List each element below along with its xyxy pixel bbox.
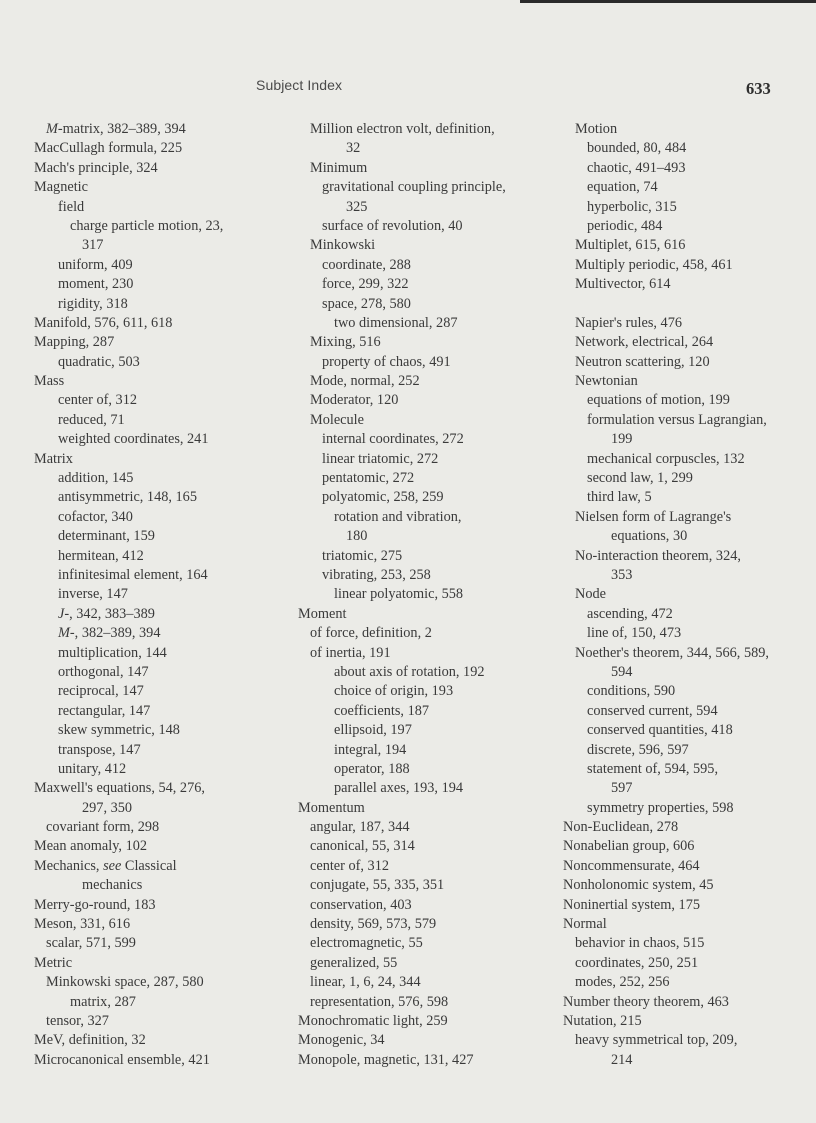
- index-entry: Node: [575, 586, 606, 603]
- index-entry: uniform, 409: [58, 256, 133, 273]
- index-entry: pentatomic, 272: [322, 470, 415, 487]
- index-entry: unitary, 412: [58, 760, 127, 777]
- index-entry: operator, 188: [334, 760, 410, 777]
- index-entry: conserved quantities, 418: [587, 722, 733, 739]
- index-entry: antisymmetric, 148, 165: [58, 489, 197, 506]
- index-entry: space, 278, 580: [322, 295, 411, 312]
- index-entry: Monogenic, 34: [298, 1032, 385, 1049]
- index-entry: 597: [611, 780, 633, 797]
- index-entry: Multiplet, 615, 616: [575, 237, 686, 254]
- index-entry: Network, electrical, 264: [575, 334, 714, 351]
- index-entry: heavy symmetrical top, 209,: [575, 1032, 738, 1049]
- index-entry: inverse, 147: [58, 586, 128, 603]
- index-entry: Manifold, 576, 611, 618: [34, 314, 173, 331]
- index-entry: Meson, 331, 616: [34, 916, 131, 933]
- index-entry: moment, 230: [58, 276, 134, 293]
- index-entry: quadratic, 503: [58, 353, 140, 370]
- index-entry: second law, 1, 299: [587, 470, 693, 487]
- index-entry: Monochromatic light, 259: [298, 1012, 448, 1029]
- index-entry: formulation versus Lagrangian,: [587, 411, 767, 428]
- index-entry: linear triatomic, 272: [322, 450, 439, 467]
- index-entry: reciprocal, 147: [58, 683, 144, 700]
- index-entry: ascending, 472: [587, 605, 673, 622]
- index-entry: Monopole, magnetic, 131, 427: [298, 1051, 474, 1068]
- index-entry: equations of motion, 199: [587, 392, 730, 409]
- index-entry: Merry-go-round, 183: [34, 896, 156, 913]
- index-entry: equation, 74: [587, 179, 658, 196]
- index-entry: hyperbolic, 315: [587, 198, 677, 215]
- top-rule: [520, 0, 816, 3]
- index-entry: skew symmetric, 148: [58, 722, 180, 739]
- index-entry: No-interaction theorem, 324,: [575, 547, 741, 564]
- index-entry: MeV, definition, 32: [34, 1032, 146, 1049]
- index-entry: matrix, 287: [70, 993, 136, 1010]
- index-entry: Molecule: [310, 411, 364, 428]
- index-entry: conjugate, 55, 335, 351: [310, 877, 445, 894]
- index-entry: Nielsen form of Lagrange's: [575, 508, 732, 525]
- index-entry: gravitational coupling principle,: [322, 179, 506, 196]
- index-entry: Noether's theorem, 344, 566, 589,: [575, 644, 769, 661]
- index-entry: 297, 350: [82, 799, 133, 816]
- index-entry: 325: [346, 198, 368, 215]
- index-entry: 594: [611, 663, 633, 680]
- index-entry: Minimum: [310, 159, 368, 176]
- index-entry: Nonholonomic system, 45: [563, 877, 714, 894]
- index-entry: mechanical corpuscles, 132: [587, 450, 745, 467]
- index-entry: modes, 252, 256: [575, 974, 670, 991]
- index-entry: conditions, 590: [587, 683, 676, 700]
- index-entry: Motion: [575, 121, 618, 137]
- index-entry: charge particle motion, 23,: [70, 217, 224, 234]
- index-entry: Nonabelian group, 606: [563, 838, 695, 855]
- index-entry: 353: [611, 566, 633, 583]
- index-entry: rectangular, 147: [58, 702, 151, 719]
- index-entry: Mass: [34, 373, 65, 390]
- index-entry: equations, 30: [611, 528, 688, 545]
- index-entry: Multivector, 614: [575, 276, 671, 293]
- index-entry: Mode, normal, 252: [310, 373, 420, 390]
- index-entry: polyatomic, 258, 259: [322, 489, 444, 506]
- index-entry: Matrix: [34, 450, 73, 467]
- index-entry: of force, definition, 2: [310, 625, 432, 642]
- index-entry: infinitesimal element, 164: [58, 566, 208, 583]
- index-entry: conserved current, 594: [587, 702, 718, 719]
- index-entry: center of, 312: [310, 857, 389, 874]
- index-entry: Neutron scattering, 120: [575, 353, 710, 370]
- index-entry: triatomic, 275: [322, 547, 403, 564]
- index-entry: Mechanics, see Classical: [34, 857, 177, 874]
- index-entry: chaotic, 491–493: [587, 159, 686, 176]
- index-entry: 180: [346, 528, 368, 545]
- index-entry: Minkowski space, 287, 580: [46, 974, 204, 991]
- index-entry: periodic, 484: [587, 217, 663, 234]
- index-entry: Newtonian: [575, 373, 638, 390]
- index-entry: Mixing, 516: [310, 334, 381, 351]
- index-entry: 214: [611, 1051, 633, 1068]
- index-entry: coefficients, 187: [334, 702, 430, 719]
- index-entry: 317: [82, 237, 104, 254]
- index-column-2: [298, 120, 553, 1070]
- index-entry: Multiply periodic, 458, 461: [575, 256, 733, 273]
- index-entry: MacCullagh formula, 225: [34, 140, 183, 157]
- index-entry: linear, 1, 6, 24, 344: [310, 974, 421, 991]
- index-entry: Metric: [34, 954, 73, 971]
- index-entry: mechanics: [82, 877, 143, 894]
- index-entry: statement of, 594, 595,: [587, 760, 719, 777]
- running-head: Subject Index: [256, 77, 343, 93]
- index-entry: surface of revolution, 40: [322, 217, 463, 234]
- index-entry: ellipsoid, 197: [334, 722, 412, 739]
- index-entry: canonical, 55, 314: [310, 838, 415, 855]
- index-entry: J-, 342, 383–389: [58, 605, 155, 622]
- index-entry: property of chaos, 491: [322, 353, 451, 370]
- index-entry: M-, 382–389, 394: [58, 625, 161, 642]
- page-number: 633: [746, 79, 771, 98]
- index-entry: Minkowski: [310, 237, 376, 254]
- index-entry: parallel axes, 193, 194: [334, 780, 464, 797]
- index-entry: Noncommensurate, 464: [563, 857, 700, 874]
- index-entry: density, 569, 573, 579: [310, 916, 437, 933]
- index-spacer: [563, 295, 816, 314]
- index-entry: Moment: [298, 605, 347, 622]
- index-entry: rotation and vibration,: [334, 508, 462, 525]
- index-entry: Normal: [563, 916, 607, 933]
- index-entry: tensor, 327: [46, 1012, 109, 1029]
- index-entry: Mapping, 287: [34, 334, 115, 351]
- index-entry: hermitean, 412: [58, 547, 144, 564]
- index-entry: scalar, 571, 599: [46, 935, 136, 952]
- index-entry: Momentum: [298, 799, 365, 816]
- index-entry: line of, 150, 473: [587, 625, 682, 642]
- index-entry: weighted coordinates, 241: [58, 431, 209, 448]
- index-entry: integral, 194: [334, 741, 407, 758]
- index-entry: determinant, 159: [58, 528, 155, 545]
- index-entry: discrete, 596, 597: [587, 741, 689, 758]
- index-entry: behavior in chaos, 515: [575, 935, 705, 952]
- index-entry: of inertia, 191: [310, 644, 391, 661]
- index-entry: linear polyatomic, 558: [334, 586, 464, 603]
- index-entry: Moderator, 120: [310, 392, 399, 409]
- index-entry: Mach's principle, 324: [34, 159, 158, 176]
- index-entry: internal coordinates, 272: [322, 431, 464, 448]
- index-entry: M-matrix, 382–389, 394: [46, 121, 186, 137]
- index-entry: 199: [611, 431, 633, 448]
- index-entry: field: [58, 198, 85, 215]
- index-entry: two dimensional, 287: [334, 314, 458, 331]
- index-entry: Non-Euclidean, 278: [563, 819, 679, 836]
- index-entry: addition, 145: [58, 470, 134, 487]
- index-entry: conservation, 403: [310, 896, 412, 913]
- index-entry: Napier's rules, 476: [575, 314, 682, 331]
- index-entry: generalized, 55: [310, 954, 398, 971]
- index-entry: about axis of rotation, 192: [334, 663, 485, 680]
- index-entry: representation, 576, 598: [310, 993, 449, 1010]
- index-entry: Number theory theorem, 463: [563, 993, 729, 1010]
- index-entry: Magnetic: [34, 179, 88, 196]
- index-entry: force, 299, 322: [322, 276, 409, 293]
- index-entry: orthogonal, 147: [58, 663, 149, 680]
- index-entry: transpose, 147: [58, 741, 141, 758]
- index-entry: coordinates, 250, 251: [575, 954, 699, 971]
- index-entry: cofactor, 340: [58, 508, 133, 525]
- index-entry: Nutation, 215: [563, 1012, 642, 1029]
- index-entry: Million electron volt, definition,: [310, 121, 495, 137]
- index-entry: Mean anomaly, 102: [34, 838, 148, 855]
- index-entry: bounded, 80, 484: [587, 140, 687, 157]
- index-entry: Maxwell's equations, 54, 276,: [34, 780, 205, 797]
- index-column-1: [34, 120, 284, 1070]
- index-entry: angular, 187, 344: [310, 819, 410, 836]
- index-entry: reduced, 71: [58, 411, 125, 428]
- index-entry: vibrating, 253, 258: [322, 566, 431, 583]
- index-entry: choice of origin, 193: [334, 683, 454, 700]
- index-entry: multiplication, 144: [58, 644, 167, 661]
- index-entry: electromagnetic, 55: [310, 935, 423, 952]
- index-entry: coordinate, 288: [322, 256, 411, 273]
- index-entry: third law, 5: [587, 489, 652, 506]
- index-entry: 32: [346, 140, 361, 157]
- index-entry: symmetry properties, 598: [587, 799, 734, 816]
- index-entry: rigidity, 318: [58, 295, 128, 312]
- index-entry: covariant form, 298: [46, 819, 160, 836]
- index-column-3: [563, 120, 816, 1070]
- index-entry: Microcanonical ensemble, 421: [34, 1051, 210, 1068]
- index-entry: Noninertial system, 175: [563, 896, 700, 913]
- index-entry: center of, 312: [58, 392, 137, 409]
